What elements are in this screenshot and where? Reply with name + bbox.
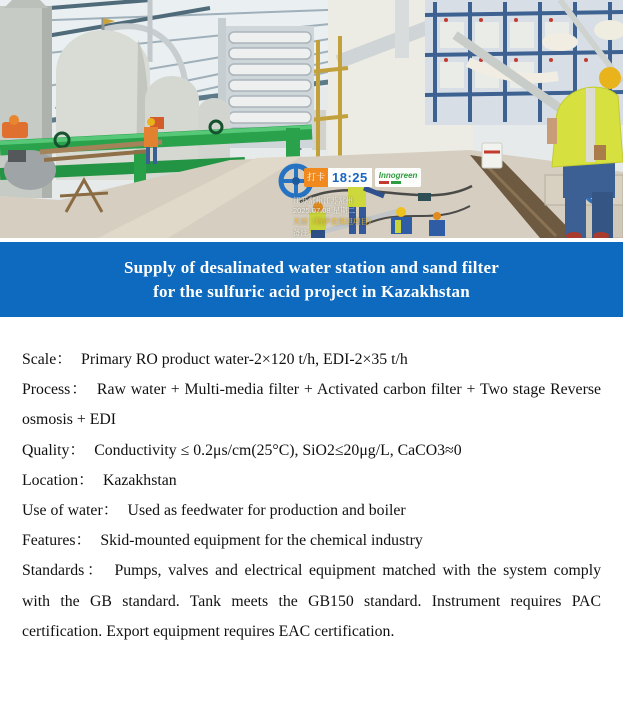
plant-photo-illustration <box>0 0 623 238</box>
watermark-location: 江苏常州江苏常州 <box>293 196 353 205</box>
detail-colon: ： <box>70 381 88 399</box>
detail-label: Scale <box>22 351 57 368</box>
detail-colon: ： <box>69 441 86 459</box>
plant-photo <box>0 0 623 238</box>
detail-colon: ： <box>78 471 94 489</box>
detail-colon: ： <box>102 502 119 520</box>
watermark-date: 2025.07.08 星期二 <box>293 206 356 215</box>
banner-title-line2: for the sulfuric acid project in Kazakhstan <box>153 281 470 301</box>
check-in-chip: 打卡 <box>304 168 328 187</box>
detail-label: Process <box>22 381 71 399</box>
detail-text: Conductivity ≤ 0.2μs/cm(25°C), SiO2≤20μg/L, CaCO3≈0 <box>94 441 462 459</box>
detail-row-features <box>22 526 601 556</box>
detail-row-scale <box>22 345 601 375</box>
title-banner <box>0 242 623 317</box>
detail-row-quality <box>22 436 601 466</box>
detail-text: Pumps, valves and electrical equipment matched with the system comply with the GB standard. Tank meets the GB150 standard. Instrument requires PAC certification. Export equipment requires EAC certification. <box>22 562 601 640</box>
detail-label: Quality <box>22 441 70 459</box>
detail-text: Skid-mounted equipment for the chemical industry <box>100 532 423 550</box>
detail-row-process <box>22 375 601 435</box>
detail-row-standards <box>22 556 601 647</box>
detail-label: Use of water <box>22 502 103 520</box>
banner-title-line1: Supply of desalinated water station and sand filter <box>124 257 499 277</box>
detail-label: Features <box>22 532 76 550</box>
detail-text: Kazakhstan <box>102 471 177 489</box>
detail-colon: ： <box>56 351 73 368</box>
watermark-time: 18:25 <box>328 168 372 187</box>
detail-text: Raw water + Multi-media filter + Activated carbon filter + Two stage Reverse osmosis + EDI <box>22 381 601 429</box>
detail-row-use-of-water <box>22 496 601 526</box>
watermark-note-label: 备注: <box>293 228 311 237</box>
watermark-project-tag: 天辰（哈萨克斯坦项目） <box>293 217 376 226</box>
detail-colon: ： <box>75 532 92 550</box>
detail-text: Primary RO product water-2×120 t/h, EDI-2×35 t/h <box>81 351 408 368</box>
detail-text: Used as feedwater for production and boiler <box>127 502 406 520</box>
brand-logo-text: Innogreen <box>378 171 418 180</box>
detail-label: Standards <box>22 562 85 580</box>
detail-label: Location <box>22 471 79 489</box>
detail-row-location <box>22 466 601 496</box>
watermark-area-handwheel <box>281 166 311 196</box>
detail-colon: ： <box>84 562 106 580</box>
project-details <box>0 317 623 647</box>
